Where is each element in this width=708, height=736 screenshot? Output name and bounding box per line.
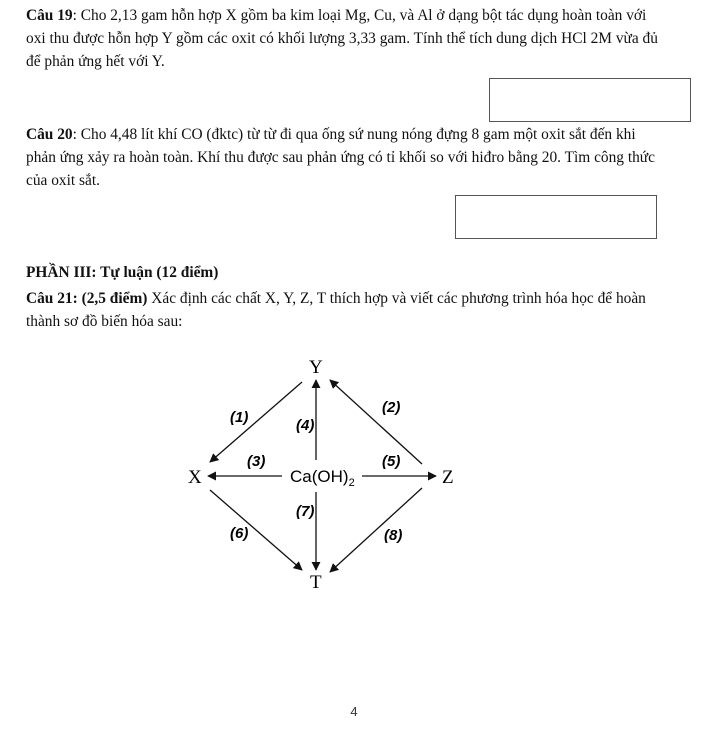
- node-z: Z: [442, 467, 454, 488]
- node-t: T: [310, 572, 322, 593]
- node-ca-oh-2: [290, 467, 355, 489]
- question-21: [26, 287, 666, 333]
- question-20-text: : Cho 4,48 lít khí CO (đktc) từ từ đi qua ống sứ nung nóng đựng 8 gam một oxit sắt đến khi phản ứng xảy ra hoàn toàn. Khí thu được sau phản ứng có tỉ khối so với hiđro bằng 20. Tìm công thức của oxit sắt.: [26, 126, 655, 189]
- question-19-text: : Cho 2,13 gam hỗn hợp X gồm ba kim loại Mg, Cu, và Al ở dạng bột tác dụng hoàn toàn với oxi thu được hỗn hợp Y gồm các oxit có khối lượng 3,33 gam. Tính thể tích dung dịch HCl 2M vừa đủ để phản ứng hết với Y.: [26, 7, 658, 70]
- question-19: [26, 4, 666, 73]
- node-center-subscript: 2: [348, 477, 355, 489]
- page-number: 4: [350, 704, 358, 719]
- arrow-8-z-to-t: [330, 488, 422, 572]
- arrow-6-x-to-t: [210, 490, 302, 570]
- label-reaction-7: (7): [296, 503, 315, 520]
- answer-box-19: [489, 78, 691, 122]
- label-reaction-1: (1): [230, 409, 249, 426]
- question-21-label: Câu 21: (2,5 điểm): [26, 290, 148, 307]
- section-3-title: PHẦN III: Tự luận (12 điểm): [26, 264, 219, 281]
- question-21-text: Xác định các chất X, Y, Z, T thích hợp và viết các phương trình hóa học để hoàn thành sơ đồ biến hóa sau:: [26, 290, 646, 330]
- label-reaction-6: (6): [230, 525, 249, 542]
- label-reaction-5: (5): [382, 453, 401, 470]
- node-x: X: [188, 467, 202, 488]
- question-20: [26, 123, 666, 192]
- label-reaction-2: (2): [382, 399, 401, 416]
- label-reaction-8: (8): [384, 527, 403, 544]
- answer-box-20: [455, 195, 657, 239]
- node-center-main: Ca(OH): [290, 467, 349, 486]
- question-20-label: Câu 20: [26, 126, 73, 143]
- reaction-scheme-diagram: [150, 350, 490, 600]
- label-reaction-4: (4): [296, 417, 315, 434]
- arrow-1-y-to-x: [210, 382, 302, 462]
- question-19-label: Câu 19: [26, 7, 73, 24]
- label-reaction-3: (3): [247, 453, 266, 470]
- arrow-2-z-to-y: [330, 380, 422, 464]
- node-y: Y: [309, 357, 323, 378]
